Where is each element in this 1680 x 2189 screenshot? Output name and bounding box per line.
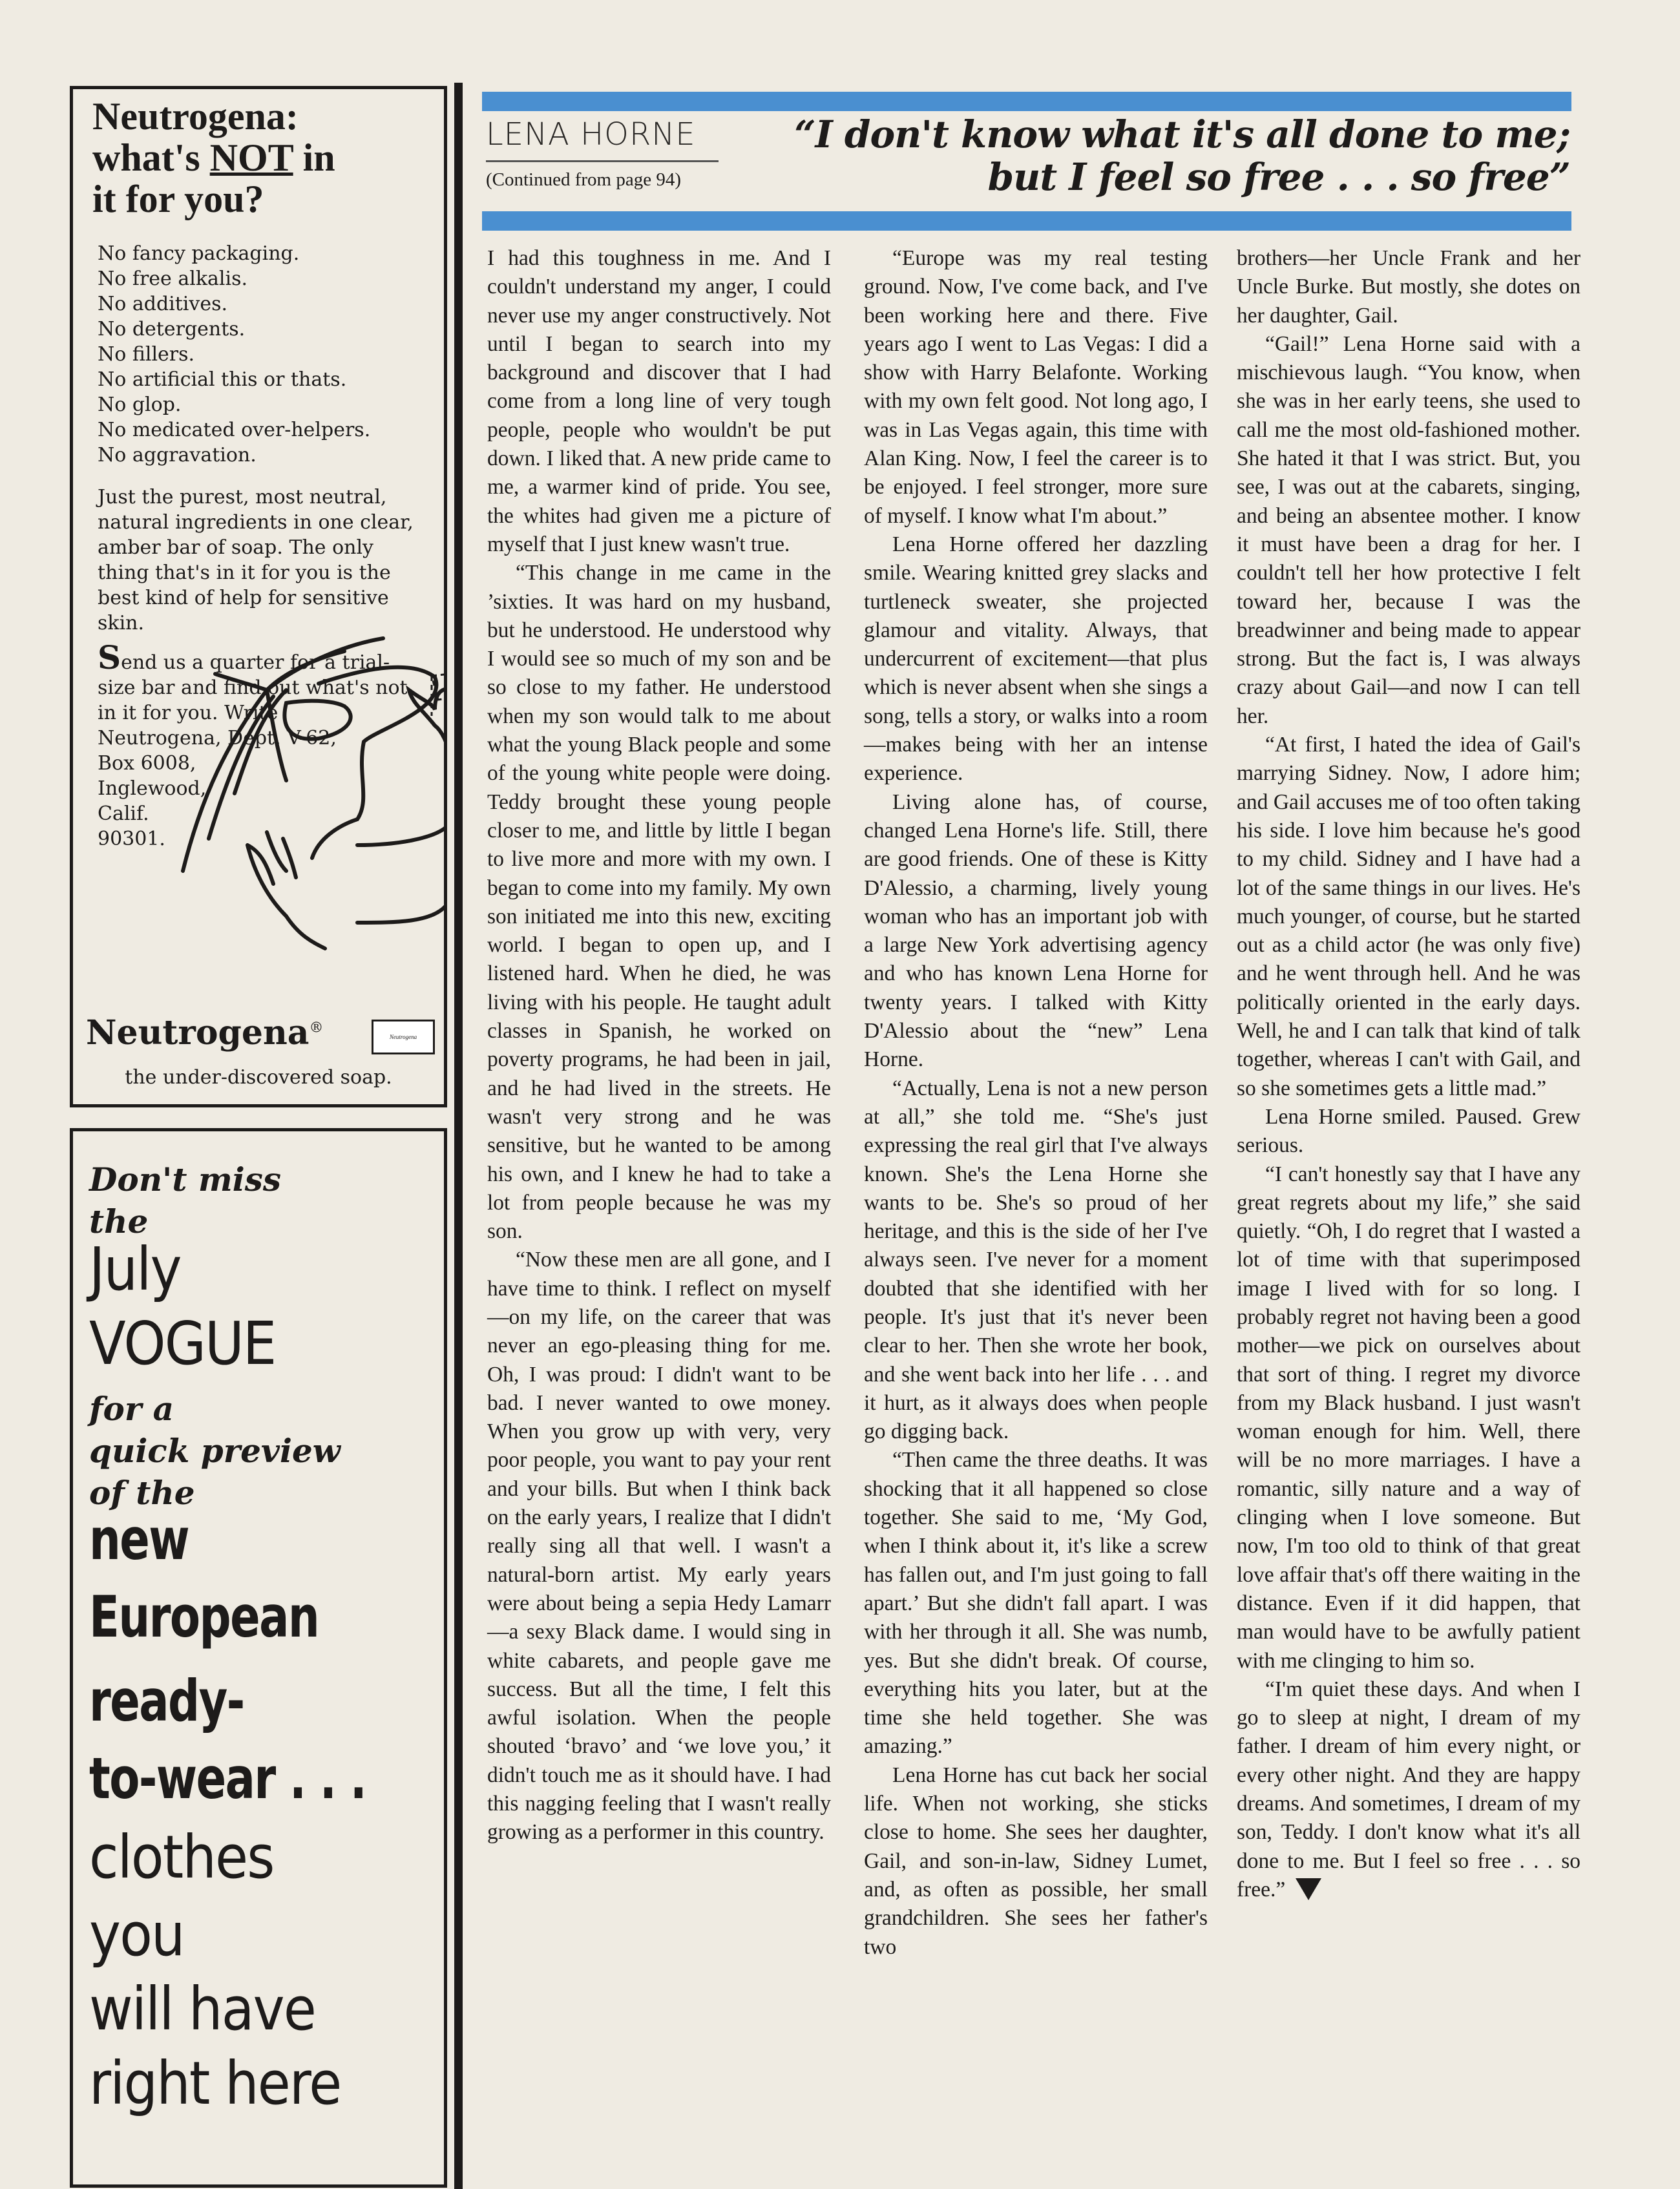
offer-text: end us a quarter for a trial-size bar and find out what's not in it for you. Write: [98, 651, 408, 724]
paragraph: Lena Horne smiled. Paused. Grew serious.: [1237, 1104, 1580, 1158]
article-column-1: [487, 244, 831, 1847]
list-item: No glop.: [98, 393, 182, 416]
paragraph: “Gail!” Lena Horne said with a mischievous laugh. “You know, when she was in her early teens, she used to call me the most old-fashioned mother. She hated it that I was strict. But, you see, I was out at the cabarets, singing, and being an absentee mother. I know it must have been a drag for her. I couldn't tell her how protective I felt toward her, because I was the breadwinner and being made to appear strong. But the fact is, I was always crazy about Gail—and now I can tell her.: [1237, 331, 1580, 728]
list-item: No fancy packaging.: [98, 242, 300, 265]
vogue-ad: [70, 1128, 447, 2188]
list-item: No detergents.: [98, 318, 246, 340]
paragraph: “At first, I hated the idea of Gail's marrying Sidney. Now, I adore him; and Gail accuses me of too often taking his side. I love him because he's good to my child. Sidney and I have had a lot of the same things in our lives. He's much younger, of course, but he started out as a child actor (he was only five) and he went through hell. And he was politically oriented in the early days. Well, he and I can talk that kind of talk together, whereas I can't with Gail, and so she sometimes gets a little mad.”: [1237, 733, 1580, 1100]
vogue-line: will have: [89, 1974, 316, 2044]
article-headline: [794, 113, 1570, 198]
list-item: No additives.: [98, 293, 228, 315]
continued-note: (Continued from page 94): [486, 169, 682, 190]
headline-line-1: “I don't know what it's all done to me;: [794, 112, 1570, 156]
address-line: Box 6008,: [98, 752, 196, 775]
paragraph: brothers—her Uncle Frank and her Uncle Burke. But mostly, she dotes on her daughter, Gail.: [1237, 246, 1580, 328]
paragraph: Lena Horne offered her dazzling smile. Wearing knitted grey slacks and turtleneck sweater, she projected glamour and vitality. Always, that undercurrent of excitement—that plus which is never absent when she sings a song, tells a story, or walks into a room—makes being with her an intense experience.: [864, 532, 1208, 786]
paragraph: I had this toughness in me. And I couldn't understand my anger, I could never use my anger constructively. Not until I began to search into my background and discover that I had come from a long line of very tough people, people who wouldn't be put down. I liked that. A new pride came to me, a warmer kind of pride. You see, the whites had given me a picture of myself that I just knew wasn't true.: [487, 246, 831, 556]
registered-mark: ®: [309, 1020, 324, 1036]
vogue-line: you: [89, 1900, 184, 1969]
ad-body: Just the purest, most neutral, natural ingredients in one clear, amber bar of soap. The only thing that's in it for you is the best kind of help for sensitive skin.: [98, 486, 414, 634]
vogue-line: Don't miss: [89, 1160, 282, 1199]
end-mark-triangle-icon: [1296, 1878, 1321, 1900]
header-bar-top: [482, 92, 1571, 111]
address-line: Calif.: [98, 802, 149, 825]
soap-bar-label: Neutrogena: [389, 1034, 417, 1040]
vogue-line: ready-: [89, 1668, 244, 1734]
paragraph: “Europe was my real testing ground. Now, I've come back, and I've been working here and there. Five years ago I went to Las Vegas: I did a show with Harry Belafonte. Working with my own felt good. Not long ago, I was in Las Vegas again, this time with Alan King. Now, I feel the career is to be enjoyed. I feel stronger, more sure of myself. I know what I'm about.”: [864, 246, 1208, 528]
headline-line-3: it for you?: [92, 178, 264, 220]
vogue-line: the: [89, 1202, 149, 1241]
column-divider-rule: [454, 83, 463, 2189]
vogue-line: of the: [89, 1474, 195, 1512]
list-item: No free alkalis.: [98, 267, 248, 290]
headline-line-2c: in: [293, 136, 335, 179]
headline-not: NOT: [209, 136, 293, 179]
list-item: No medicated over-helpers.: [98, 419, 371, 441]
article-column-2: [864, 244, 1208, 1962]
address-line: Inglewood,: [98, 777, 207, 800]
article-column-3: [1237, 244, 1580, 1904]
paragraph: Living alone has, of course, changed Lena Horne's life. Still, there are good friends. One of these is Kitty D'Alessio, a charming, lively young woman who has an important job with a large New York advertising agency and who has known Lena Horne for twenty years. I talked with Kitty D'Alessio about the “new” Lena Horne.: [864, 790, 1208, 1072]
neutrogena-logo: [86, 1013, 323, 1053]
headline-line-1: Neutrogena:: [92, 95, 299, 138]
vogue-line: new: [89, 1506, 189, 1573]
headline-line-2a: what's: [92, 136, 210, 179]
vogue-line: clothes: [89, 1823, 274, 1892]
vogue-line: July: [89, 1235, 181, 1304]
paragraph: “I can't honestly say that I have any great regrets about my life,” she said quietly. “Oh, I do regret that I wasted a lot of time with that superimposed image I lived with for so long. I probably regret not having been a good mother—we pick on ourselves about that sort of thing. I regret my divorce from my Black husband. I just wasn't woman enough for him. Well, there will be no more marriages. I have a romantic, silly nature and a way of clinging when I love someone. But now, I'm too old to think of that great love affair that's off there waiting in the distance. Even if it did happen, that man would have to be awfully patient with me clinging to him so.: [1237, 1162, 1580, 1673]
list-item: No fillers.: [98, 343, 195, 366]
soap-bar-icon: [372, 1020, 435, 1054]
vogue-line: right here: [89, 2049, 341, 2118]
logo-text: Neutrogena: [86, 1013, 310, 1053]
address-line: Neutrogena, Dept. V-62,: [98, 727, 337, 749]
header-bar-bottom: [482, 211, 1571, 231]
drop-cap: S: [98, 638, 121, 676]
paragraph: “Then came the three deaths. It was shocking that it all happened so close together. She said to me, ‘My God, when I think about it, it's like a screw has fallen out, and I'm just going to fall apart.’ But she didn't fall apart. I was with her through it all. She was numb, yes. But she didn't break. Of course, everything hits you later, but at the time she held together. She was amazing.”: [864, 1448, 1208, 1759]
paragraph: “Now these men are all gone, and I have time to think. I reflect on myself—on my life, on the career that was never an ego-pleasing thing for me. Oh, I was proud: I didn't want to be bad. I never wanted to owe money. When you grow up with very, very poor people, you want to pay your rent and your bills. But when I think back on the early years, I realize that I didn't really sing all that well. I wasn't a natural-born artist. My early years were about being a sepia Hedy Lamarr—a sexy Black dame. I would sing in white cabarets, and people gave me success. But all the time, I felt this awful isolation. When the people shouted ‘bravo’ and ‘we love you,’ it didn't touch me as it should have. I had this nagging feeling that I wasn't really growing as a performer in this country.: [487, 1248, 831, 1845]
paragraph: “Actually, Lena is not a new person at all,” she told me. “She's just expressing the real girl that I've always known. She's the Lena Horne she wants to be. She's so proud of her heritage, and this is the side of her I've always seen. I've never for a moment doubted that she identified with her people. It's just that it's never been clear to her. Then she wrote her book, and she went back into her life . . . and it hurt, as it always does when people go digging back.: [864, 1076, 1208, 1444]
list-item: No artificial this or thats.: [98, 368, 347, 391]
paragraph-text: “I'm quiet these days. And when I go to sleep at night, I dream of my father. I dream of him every night, or every other night. And they are happy dreams. And sometimes, I dream of my son, Teddy. I don't know what it's all done to me. But I feel so free . . . so free.”: [1237, 1677, 1580, 1901]
neutrogena-ad: [70, 86, 447, 1107]
vogue-line: VOGUE: [89, 1309, 276, 1378]
tagline: the under-discovered soap.: [125, 1066, 392, 1089]
vogue-line: for a: [89, 1390, 174, 1428]
vogue-line: quick preview: [89, 1432, 341, 1470]
address-line: 90301.: [98, 828, 165, 850]
line-drawing-illustration: [73, 89, 444, 1104]
headline-line-2: but I feel so free . . . so free”: [987, 155, 1570, 199]
paragraph: Lena Horne has cut back her social life. When not working, she sticks close to home. She sees her daughter, Gail, and son-in-law, Sidney Lumet, and, as often as possible, her small grandchildren. She sees her father's two: [864, 1763, 1208, 1959]
paragraph: “This change in me came in the ’sixties. It was hard on my husband, but he understood. He understood why I would see so much of my son and be so close to my father. He understood when my son would talk to me about what the young Black people and some of the young white people were doing. Teddy brought these young people closer to me, and little by little I began to live more and more with my own. I began to come into my family. My own son initiated me into this new, exciting world. I began to open up, and I listened hard. When he died, he was living with his people. He taught adult classes in Spanish, he worked on poverty programs, he had been in jail, and he had lived in the streets. He wasn't very strong and he was sensitive, but he wanted to be among his own, and I knew he had to take a lot from people because he was my son.: [487, 561, 831, 1244]
article-kicker: LENA HORNE: [486, 116, 696, 152]
kicker-underline: [486, 160, 719, 162]
list-item: No aggravation.: [98, 444, 257, 466]
vogue-line: European: [89, 1584, 319, 1650]
paragraph: [1237, 1675, 1580, 1904]
vogue-line: to-wear . . .: [89, 1745, 366, 1812]
